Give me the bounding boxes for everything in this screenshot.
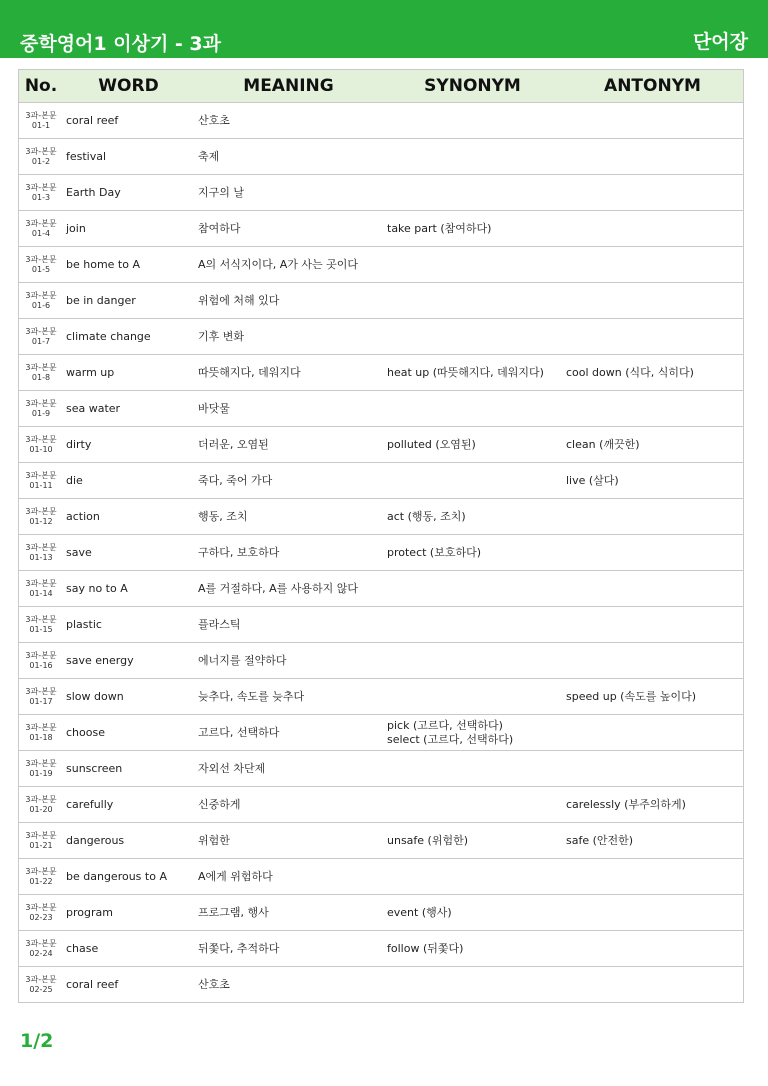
- word-cell: plastic: [63, 607, 194, 643]
- row-number-lesson: 3과-본문: [25, 974, 57, 984]
- row-number: [19, 103, 63, 139]
- word-cell: say no to A: [63, 571, 194, 607]
- row-number-index: 01-2: [31, 156, 51, 166]
- synonym-entry: event (행사): [387, 905, 452, 919]
- row-number-index: 01-15: [29, 624, 53, 634]
- antonym-cell: [562, 895, 743, 931]
- antonym-cell: [562, 643, 743, 679]
- row-number-index: 01-19: [29, 768, 53, 778]
- row-number-index: 01-21: [29, 840, 53, 850]
- antonym-cell: [562, 139, 743, 175]
- row-number-lesson: 3과-본문: [25, 110, 57, 120]
- table-row: [19, 391, 743, 427]
- row-number-lesson: 3과-본문: [25, 902, 57, 912]
- word-cell: climate change: [63, 319, 194, 355]
- synonym-entry: heat up (따뜻해지다, 데워지다): [387, 365, 544, 379]
- row-number-index: 01-22: [29, 876, 53, 886]
- row-number-lesson: 3과-본문: [25, 182, 57, 192]
- synonym-cell: [383, 319, 562, 355]
- antonym-cell: [562, 715, 743, 751]
- synonym-cell: [383, 751, 562, 787]
- column-header-meaning: MEANING: [194, 70, 383, 103]
- antonym-cell: [562, 571, 743, 607]
- meaning-cell: 프로그램, 행사: [194, 895, 383, 931]
- row-number-index: 01-9: [31, 408, 51, 418]
- table-header-row: [19, 70, 743, 103]
- meaning-cell: 신중하게: [194, 787, 383, 823]
- row-number: [19, 283, 63, 319]
- meaning-cell: 산호초: [198, 977, 230, 991]
- row-number-lesson: 3과-본문: [25, 326, 57, 336]
- table-row: [19, 859, 743, 895]
- row-number-index: 01-5: [31, 264, 51, 274]
- row-number-index: 01-3: [31, 192, 51, 202]
- synonym-entry: pick (고르다, 선택하다): [387, 718, 503, 732]
- antonym-cell: cool down (식다, 식히다): [562, 355, 743, 391]
- row-number-lesson: 3과-본문: [25, 434, 57, 444]
- synonym-entry: select (고르다, 선택하다): [387, 732, 514, 746]
- synonym-cell: [383, 571, 562, 607]
- row-number-lesson: 3과-본문: [25, 650, 57, 660]
- antonym-cell: [562, 319, 743, 355]
- synonym-cell: [383, 175, 562, 211]
- synonym-cell: [383, 355, 562, 391]
- table-row: [19, 607, 743, 643]
- meaning-cell: 행동, 조치: [194, 499, 383, 535]
- table-row: [19, 355, 743, 391]
- word-cell: save energy: [63, 643, 194, 679]
- table-row: [19, 931, 743, 967]
- row-number-lesson: 3과-본문: [25, 938, 57, 948]
- table-row: [19, 967, 743, 1003]
- row-number-lesson: 3과-본문: [25, 866, 57, 876]
- row-number: [19, 715, 63, 751]
- row-number-lesson: 3과-본문: [25, 722, 57, 732]
- table-row: [19, 643, 743, 679]
- row-number: [19, 895, 63, 931]
- row-number-index: 01-4: [31, 228, 51, 238]
- meaning-cell: 축제: [194, 139, 383, 175]
- table-row: [19, 895, 743, 931]
- row-number-lesson: 3과-본문: [25, 830, 57, 840]
- word-cell: be home to A: [63, 247, 194, 283]
- antonym-cell: [562, 535, 743, 571]
- row-number: [19, 823, 63, 859]
- synonym-entry: unsafe (위험한): [387, 833, 469, 847]
- synonym-cell: [383, 931, 562, 967]
- column-header-no: No.: [19, 70, 63, 103]
- row-number-lesson: 3과-본문: [25, 146, 57, 156]
- table-row: [19, 499, 743, 535]
- row-number-lesson: 3과-본문: [25, 686, 57, 696]
- row-number: [19, 391, 63, 427]
- antonym-cell: [562, 751, 743, 787]
- table-body: [19, 103, 743, 1003]
- word-cell: program: [63, 895, 194, 931]
- row-number: [19, 859, 63, 895]
- word-cell: carefully: [63, 787, 194, 823]
- row-number-lesson: 3과-본문: [25, 542, 57, 552]
- row-number-index: 01-1: [31, 120, 51, 130]
- row-number-index: 01-12: [29, 516, 53, 526]
- word-cell: sunscreen: [63, 751, 194, 787]
- synonym-entry: take part (참여하다): [387, 221, 492, 235]
- meaning-cell: A의 서식지이다, A가 사는 곳이다: [194, 247, 383, 283]
- meaning-cell: 더러운, 오염된: [194, 427, 383, 463]
- table-row: [19, 103, 743, 139]
- word-cell: be dangerous to A: [63, 859, 194, 895]
- synonym-cell: [383, 427, 562, 463]
- word-cell: chase: [63, 931, 194, 967]
- row-number-index: 01-7: [31, 336, 51, 346]
- meaning-cell: 자외선 차단제: [194, 751, 383, 787]
- meaning-cell: 구하다, 보호하다: [194, 535, 383, 571]
- synonym-cell: [383, 895, 562, 931]
- table-row: [19, 463, 743, 499]
- synonym-cell: [383, 715, 562, 751]
- row-number: [19, 319, 63, 355]
- page-number: 1/2: [20, 1030, 54, 1052]
- row-number: [19, 571, 63, 607]
- row-number-lesson: 3과-본문: [25, 470, 57, 480]
- word-cell: dangerous: [63, 823, 194, 859]
- table-row: [19, 787, 743, 823]
- meaning-cell: A를 거절하다, A를 사용하지 않다: [194, 571, 383, 607]
- word-cell: slow down: [63, 679, 194, 715]
- row-number-index: 01-20: [29, 804, 53, 814]
- word-cell: coral reef: [63, 103, 194, 139]
- row-number-index: 01-11: [29, 480, 53, 490]
- synonym-cell: [383, 247, 562, 283]
- row-number-lesson: 3과-본문: [25, 398, 57, 408]
- table-row: [19, 427, 743, 463]
- row-number-lesson: 3과-본문: [25, 758, 57, 768]
- row-number: [19, 967, 63, 1003]
- meaning-cell: 지구의 날: [194, 175, 383, 211]
- row-number-lesson: 3과-본문: [25, 578, 57, 588]
- row-number: [19, 787, 63, 823]
- table-row: [19, 715, 743, 751]
- word-cell: save: [63, 535, 194, 571]
- row-number: [19, 139, 63, 175]
- row-number-index: 01-13: [29, 552, 53, 562]
- column-header-synonym: SYNONYM: [383, 70, 562, 103]
- row-number-index: 01-6: [31, 300, 51, 310]
- synonym-cell: [383, 103, 562, 139]
- row-number-lesson: 3과-본문: [25, 362, 57, 372]
- antonym-cell: [562, 391, 743, 427]
- page-title: 중학영어1 이상기 - 3과: [20, 33, 222, 55]
- table-row: [19, 175, 743, 211]
- table-row: [19, 823, 743, 859]
- synonym-cell: [383, 859, 562, 895]
- word-cell: Earth Day: [63, 175, 194, 211]
- meaning-cell: 죽다, 죽어 가다: [194, 463, 383, 499]
- antonym-cell: [562, 967, 743, 1003]
- vocabulary-badge: 단어장: [692, 31, 748, 53]
- synonym-cell: [383, 643, 562, 679]
- row-number-index: 02-23: [29, 912, 53, 922]
- antonym-cell: carelessly (부주의하게): [562, 787, 743, 823]
- table-row: [19, 139, 743, 175]
- table-row: [19, 535, 743, 571]
- row-number-lesson: 3과-본문: [25, 614, 57, 624]
- table-row: [19, 319, 743, 355]
- synonym-entry: protect (보호하다): [387, 545, 482, 559]
- word-cell: join: [63, 211, 194, 247]
- word-cell: be in danger: [63, 283, 194, 319]
- row-number: [19, 679, 63, 715]
- synonym-cell: [383, 535, 562, 571]
- vocabulary-table-frame: [18, 69, 744, 1003]
- row-number-index: 02-24: [29, 948, 53, 958]
- antonym-cell: [562, 175, 743, 211]
- row-number-index: 01-8: [31, 372, 51, 382]
- row-number: [19, 427, 63, 463]
- antonym-cell: [562, 103, 743, 139]
- row-number-index: 01-17: [29, 696, 53, 706]
- row-number-lesson: 3과-본문: [25, 506, 57, 516]
- antonym-cell: live (살다): [562, 463, 743, 499]
- row-number: [19, 247, 63, 283]
- word-cell: festival: [63, 139, 194, 175]
- row-number: [19, 607, 63, 643]
- row-number: [19, 211, 63, 247]
- synonym-cell: [383, 463, 562, 499]
- row-number: [19, 643, 63, 679]
- row-number: [19, 175, 63, 211]
- word-cell: warm up: [63, 355, 194, 391]
- synonym-cell: [383, 391, 562, 427]
- antonym-cell: clean (깨끗한): [562, 427, 743, 463]
- meaning-cell: 뒤쫓다, 추적하다: [194, 931, 383, 967]
- antonym-cell: [562, 931, 743, 967]
- meaning-cell: 위험에 처해 있다: [194, 283, 383, 319]
- synonym-cell: [383, 211, 562, 247]
- row-number: [19, 463, 63, 499]
- row-number: [19, 355, 63, 391]
- row-number: [19, 535, 63, 571]
- row-number-lesson: 3과-본문: [25, 290, 57, 300]
- synonym-cell: [383, 679, 562, 715]
- row-number-index: 02-25: [29, 984, 53, 994]
- word-cell: coral reef: [66, 977, 119, 991]
- row-number-lesson: 3과-본문: [25, 794, 57, 804]
- meaning-cell: A에게 위험하다: [194, 859, 383, 895]
- synonym-entry: act (행동, 조치): [387, 509, 466, 523]
- row-number-lesson: 3과-본문: [25, 218, 57, 228]
- meaning-cell: 참여하다: [194, 211, 383, 247]
- table-row: [19, 211, 743, 247]
- vocabulary-table: [19, 70, 743, 1002]
- word-cell: die: [63, 463, 194, 499]
- meaning-cell: 늦추다, 속도를 늦추다: [194, 679, 383, 715]
- table-row: [19, 679, 743, 715]
- synonym-cell: [383, 283, 562, 319]
- antonym-cell: [562, 211, 743, 247]
- synonym-cell: [383, 607, 562, 643]
- antonym-cell: [562, 499, 743, 535]
- row-number-index: 01-14: [29, 588, 53, 598]
- row-number-index: 01-10: [29, 444, 53, 454]
- row-number-index: 01-18: [29, 732, 53, 742]
- row-number: [19, 499, 63, 535]
- antonym-cell: [562, 859, 743, 895]
- synonym-cell: [383, 499, 562, 535]
- word-cell: dirty: [63, 427, 194, 463]
- word-cell: sea water: [63, 391, 194, 427]
- row-number-lesson: 3과-본문: [25, 254, 57, 264]
- table-row: [19, 283, 743, 319]
- column-header-word: WORD: [63, 70, 194, 103]
- meaning-cell: 위험한: [194, 823, 383, 859]
- row-number: [19, 751, 63, 787]
- antonym-cell: [562, 607, 743, 643]
- column-header-antonym: ANTONYM: [562, 70, 743, 103]
- synonym-cell: [383, 823, 562, 859]
- synonym-cell: [383, 139, 562, 175]
- antonym-cell: safe (안전한): [562, 823, 743, 859]
- meaning-cell: 산호초: [194, 103, 383, 139]
- antonym-cell: [562, 283, 743, 319]
- synonym-cell: [383, 787, 562, 823]
- meaning-cell: 고르다, 선택하다: [194, 715, 383, 751]
- table-row: [19, 247, 743, 283]
- table-row: [19, 751, 743, 787]
- table-row: [19, 571, 743, 607]
- antonym-cell: speed up (속도를 높이다): [562, 679, 743, 715]
- meaning-cell: 에너지를 절약하다: [194, 643, 383, 679]
- synonym-entry: follow (뒤쫓다): [387, 941, 464, 955]
- word-cell: choose: [63, 715, 194, 751]
- row-number: [19, 931, 63, 967]
- meaning-cell: 기후 변화: [194, 319, 383, 355]
- meaning-cell: 따뜻해지다, 데워지다: [194, 355, 383, 391]
- row-number-index: 01-16: [29, 660, 53, 670]
- antonym-cell: [562, 247, 743, 283]
- synonym-cell: [383, 967, 562, 1003]
- meaning-cell: 플라스틱: [194, 607, 383, 643]
- top-banner: [0, 0, 768, 58]
- synonym-entry: polluted (오염된): [387, 437, 476, 451]
- word-cell: action: [63, 499, 194, 535]
- meaning-cell: 바닷물: [194, 391, 383, 427]
